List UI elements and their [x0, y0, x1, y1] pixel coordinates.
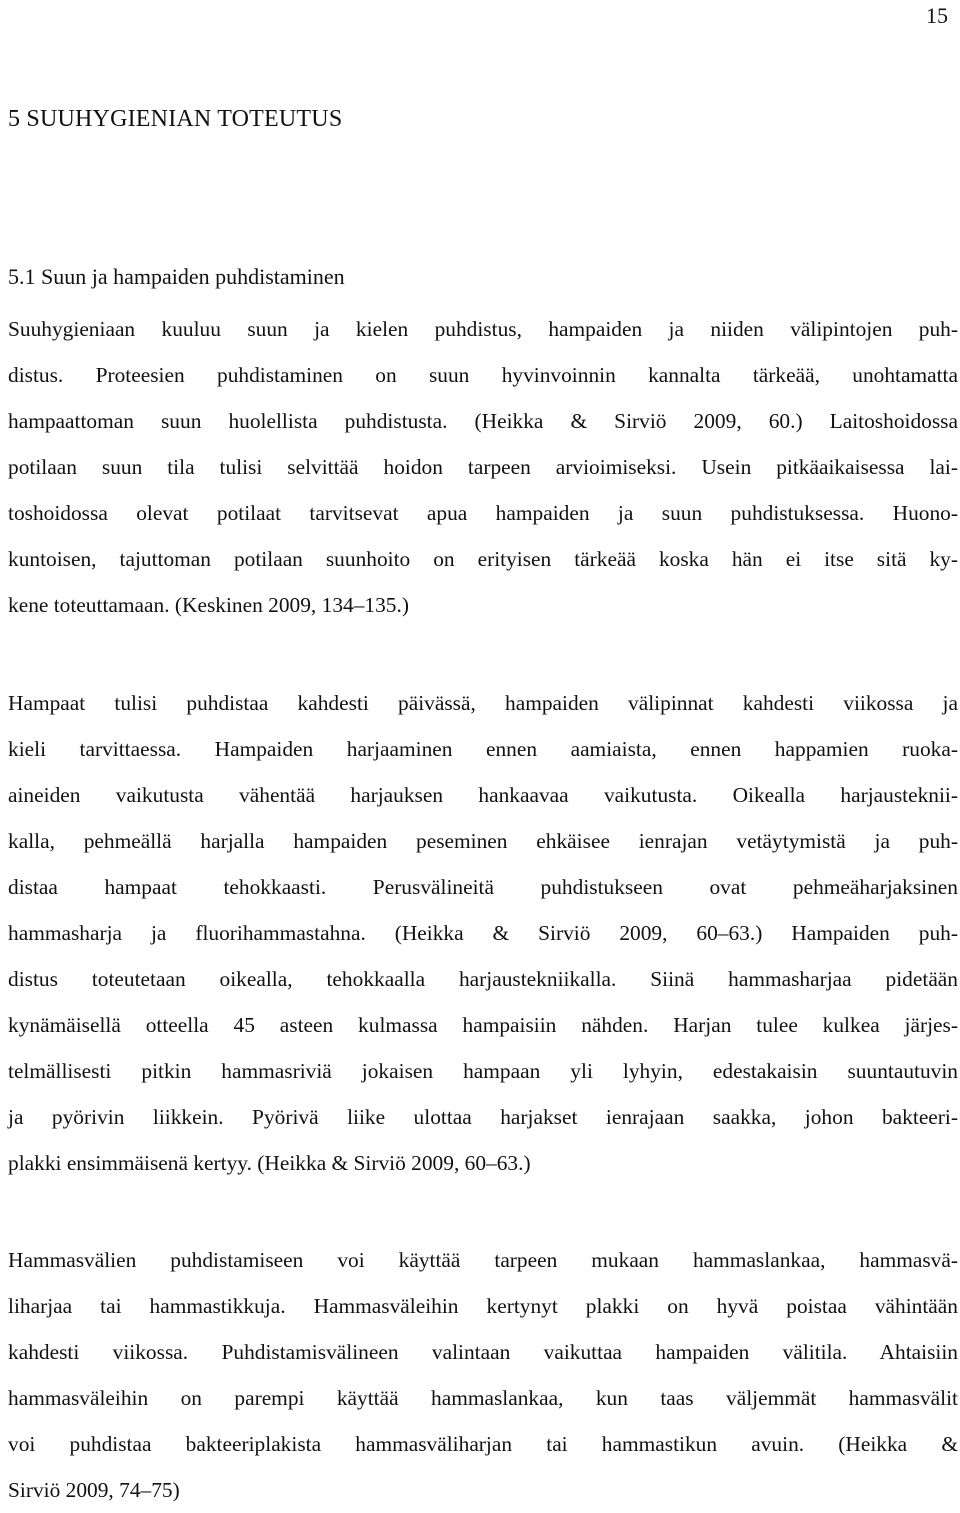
- paragraph-line: toshoidossa olevat potilaat tarvitsevat apua hampaiden ja suun puhdistuksessa. Huono-: [8, 501, 958, 525]
- chapter-heading: 5 SUUHYGIENIAN TOTEUTUS: [8, 106, 343, 132]
- paragraph-line: kuntoisen, tajuttoman potilaan suunhoito on erityisen tärkeää koska hän ei itse sitä ky-: [8, 547, 958, 571]
- paragraph-interdental-cleaning: [8, 1237, 958, 1513]
- paragraph-line: telmällisesti pitkin hammasriviä jokaisen hampaan yli lyhyin, edestakaisin suuntautuvin: [8, 1059, 958, 1083]
- paragraph-line: kahdesti viikossa. Puhdistamisvälineen valintaan vaikuttaa hampaiden välitila. Ahtaisiin: [8, 1340, 958, 1364]
- paragraph-line: hammasväleihin on parempi käyttää hammaslankaa, kun taas väljemmät hammasvälit: [8, 1386, 958, 1410]
- paragraph-line: liharjaa tai hammastikkuja. Hammasväleihin kertynyt plakki on hyvä poistaa vähintään: [8, 1294, 958, 1318]
- paragraph-line: Suuhygieniaan kuuluu suun ja kielen puhdistus, hampaiden ja niiden välipintojen puh-: [8, 317, 958, 341]
- paragraph-line: kieli tarvittaessa. Hampaiden harjaaminen ennen aamiaista, ennen happamien ruoka-: [8, 737, 958, 761]
- paragraph-line: hammasharja ja fluorihammastahna. (Heikka & Sirviö 2009, 60–63.) Hampaiden puh-: [8, 921, 958, 945]
- paragraph-line: Hammasvälien puhdistamiseen voi käyttää tarpeen mukaan hammaslankaa, hammasvä-: [8, 1248, 958, 1272]
- paragraph-line: kynämäisellä otteella 45 asteen kulmassa hampaisiin nähden. Harjan tulee kulkea järjes-: [8, 1013, 958, 1037]
- paragraph-line: kalla, pehmeällä harjalla hampaiden peseminen ehkäisee ienrajan vetäytymistä ja puh-: [8, 829, 958, 853]
- paragraph-brushing: [8, 680, 958, 1186]
- paragraph-line: distus. Proteesien puhdistaminen on suun hyvinvoinnin kannalta tärkeää, unohtamatta: [8, 363, 958, 387]
- paragraph-line: Sirviö 2009, 74–75): [8, 1478, 180, 1502]
- paragraph-line: plakki ensimmäisenä kertyy. (Heikka & Sirviö 2009, 60–63.): [8, 1151, 531, 1175]
- paragraph-oral-hygiene-intro: [8, 306, 958, 628]
- paragraph-line: hampaattoman suun huolellista puhdistusta. (Heikka & Sirviö 2009, 60.) Laitoshoidossa: [8, 409, 958, 433]
- paragraph-line: distaa hampaat tehokkaasti. Perusvälineitä puhdistukseen ovat pehmeäharjaksinen: [8, 875, 958, 899]
- paragraph-line: ja pyörivin liikkein. Pyörivä liike ulottaa harjakset ienrajaan saakka, johon bakteeri-: [8, 1105, 958, 1129]
- paragraph-line: distus toteutetaan oikealla, tehokkaalla harjaustekniikalla. Siinä hammasharjaa pidetään: [8, 967, 958, 991]
- paragraph-line: potilaan suun tila tulisi selvittää hoidon tarpeen arvioimiseksi. Usein pitkäaikaisessa lai-: [8, 455, 958, 479]
- paragraph-line: voi puhdistaa bakteeriplakista hammasväliharjan tai hammastikun avuin. (Heikka &: [8, 1432, 958, 1456]
- paragraph-line: Hampaat tulisi puhdistaa kahdesti päivässä, hampaiden välipinnat kahdesti viikossa ja: [8, 691, 958, 715]
- section-heading: 5.1 Suun ja hampaiden puhdistaminen: [8, 264, 345, 289]
- paragraph-line: aineiden vaikutusta vähentää harjauksen hankaavaa vaikutusta. Oikealla harjausteknii-: [8, 783, 958, 807]
- paragraph-line: kene toteuttamaan. (Keskinen 2009, 134–135.): [8, 593, 409, 617]
- page-number: 15: [926, 3, 948, 28]
